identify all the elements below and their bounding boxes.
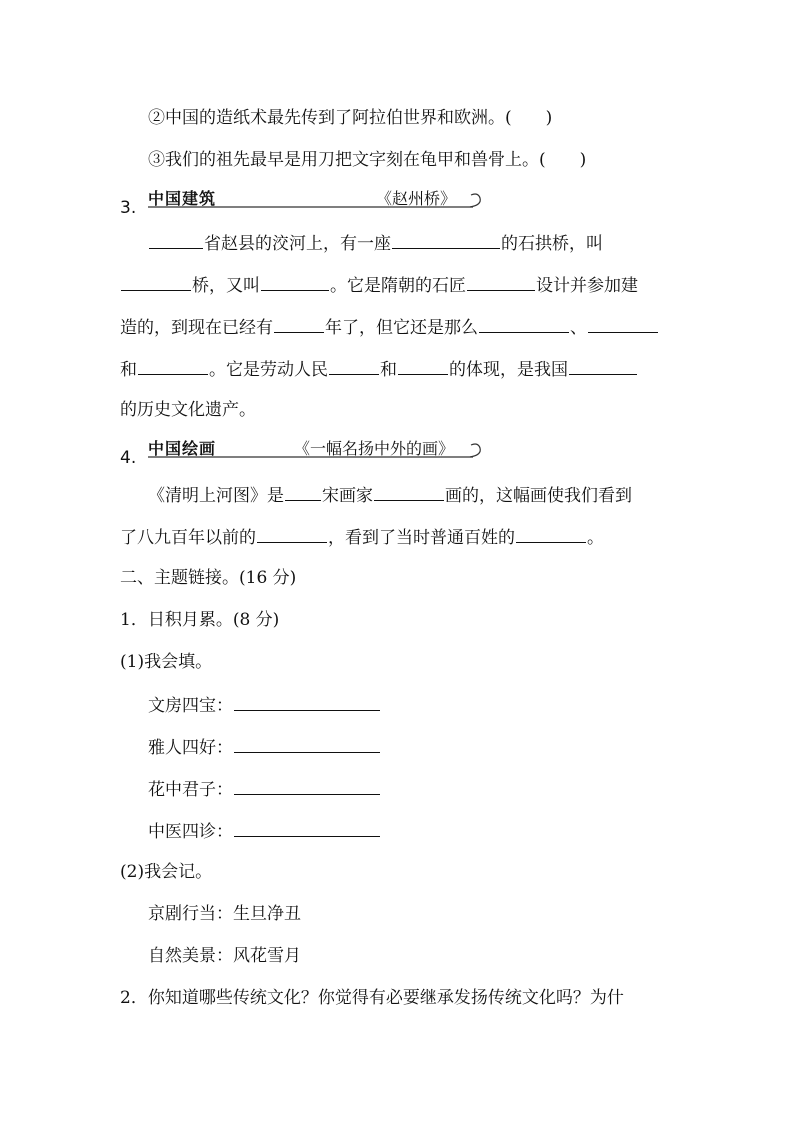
text: 设计并参加建 xyxy=(536,276,638,296)
text: 年了，但它还是那么 xyxy=(325,318,478,338)
fill-blank[interactable] xyxy=(329,356,379,375)
sub-question-2: (2)我会记。 xyxy=(120,862,213,882)
text: 的石拱桥，叫 xyxy=(501,234,603,254)
section-3-line-1 xyxy=(148,230,603,256)
text: 。 xyxy=(587,528,604,548)
section-3-number: 3. xyxy=(120,198,137,218)
fill-row-3 xyxy=(148,776,381,802)
judge-item-3: ③我们的祖先最早是用刀把文字刻在龟甲和兽骨上。( ) xyxy=(148,150,587,170)
text: 省赵县的洨河上，有一座 xyxy=(204,234,391,254)
section-4-tag: 中国绘画 xyxy=(148,439,217,458)
section-3-line-5: 的历史文化遗产。 xyxy=(120,400,256,420)
fill-row-4 xyxy=(148,818,381,844)
fill-blank[interactable] xyxy=(398,356,448,375)
fill-blank[interactable] xyxy=(374,482,444,501)
fill-blank[interactable] xyxy=(274,314,324,333)
text: 。它是劳动人民 xyxy=(209,360,328,380)
fill-label: 雅人四好： xyxy=(148,738,233,758)
answer-blank[interactable] xyxy=(234,692,380,711)
question-1: 1．日积月累。(8 分) xyxy=(120,610,280,630)
question-2: 2．你知道哪些传统文化？你觉得有必要继承发扬传统文化吗？为什 xyxy=(120,988,624,1008)
fill-blank[interactable] xyxy=(479,314,569,333)
fill-blank[interactable] xyxy=(588,314,658,333)
text: 宋画家 xyxy=(322,486,373,506)
fill-blank[interactable] xyxy=(569,356,637,375)
section-4-line-1 xyxy=(148,482,632,508)
section-3-line-4 xyxy=(120,356,638,382)
answer-blank[interactable] xyxy=(234,734,380,753)
fill-label: 花中君子： xyxy=(148,780,233,800)
text: 、 xyxy=(570,318,587,338)
fill-blank[interactable] xyxy=(516,524,586,543)
fill-row-1 xyxy=(148,692,381,718)
text: 和 xyxy=(120,360,137,380)
sub-question-1: (1)我会填。 xyxy=(120,652,213,672)
fill-blank[interactable] xyxy=(467,272,535,291)
fill-label: 中医四诊： xyxy=(148,822,233,842)
fill-row-2 xyxy=(148,734,381,760)
fill-blank[interactable] xyxy=(285,482,321,501)
section-3-work-title: 《赵州桥》 xyxy=(376,189,457,208)
answer-blank[interactable] xyxy=(234,776,380,795)
fill-blank[interactable] xyxy=(149,230,203,249)
section-4-header xyxy=(148,436,488,462)
fill-blank[interactable] xyxy=(392,230,500,249)
text: 造的，到现在已经有 xyxy=(120,318,273,338)
section-3-tag: 中国建筑 xyxy=(148,189,217,208)
text: 和 xyxy=(380,360,397,380)
part-2-heading: 二、主题链接。(16 分) xyxy=(120,568,297,588)
text: 画的，这幅画使我们看到 xyxy=(445,486,632,506)
section-3-header xyxy=(148,186,488,212)
section-3-line-3 xyxy=(120,314,659,340)
answer-blank[interactable] xyxy=(234,818,380,837)
section-4-work-title: 《一幅名扬中外的画》 xyxy=(294,439,455,458)
memo-line-2: 自然美景：风花雪月 xyxy=(148,946,301,966)
text: ，看到了当时普通百姓的 xyxy=(328,528,515,548)
fill-blank[interactable] xyxy=(257,524,327,543)
judge-item-2: ②中国的造纸术最先传到了阿拉伯世界和欧洲。( ) xyxy=(148,108,553,128)
fill-blank[interactable] xyxy=(121,272,191,291)
section-3-line-2 xyxy=(120,272,638,298)
text: 的体现，是我国 xyxy=(449,360,568,380)
fill-label: 文房四宝： xyxy=(148,696,233,716)
fill-blank[interactable] xyxy=(261,272,329,291)
section-4-line-2 xyxy=(120,524,604,550)
section-4-number: 4. xyxy=(120,448,137,468)
text: 《清明上河图》是 xyxy=(148,486,284,506)
fill-blank[interactable] xyxy=(138,356,208,375)
text: 桥，又叫 xyxy=(192,276,260,296)
text: 了八九百年以前的 xyxy=(120,528,256,548)
text: 。它是隋朝的石匠 xyxy=(330,276,466,296)
memo-line-1: 京剧行当：生旦净丑 xyxy=(148,904,301,924)
